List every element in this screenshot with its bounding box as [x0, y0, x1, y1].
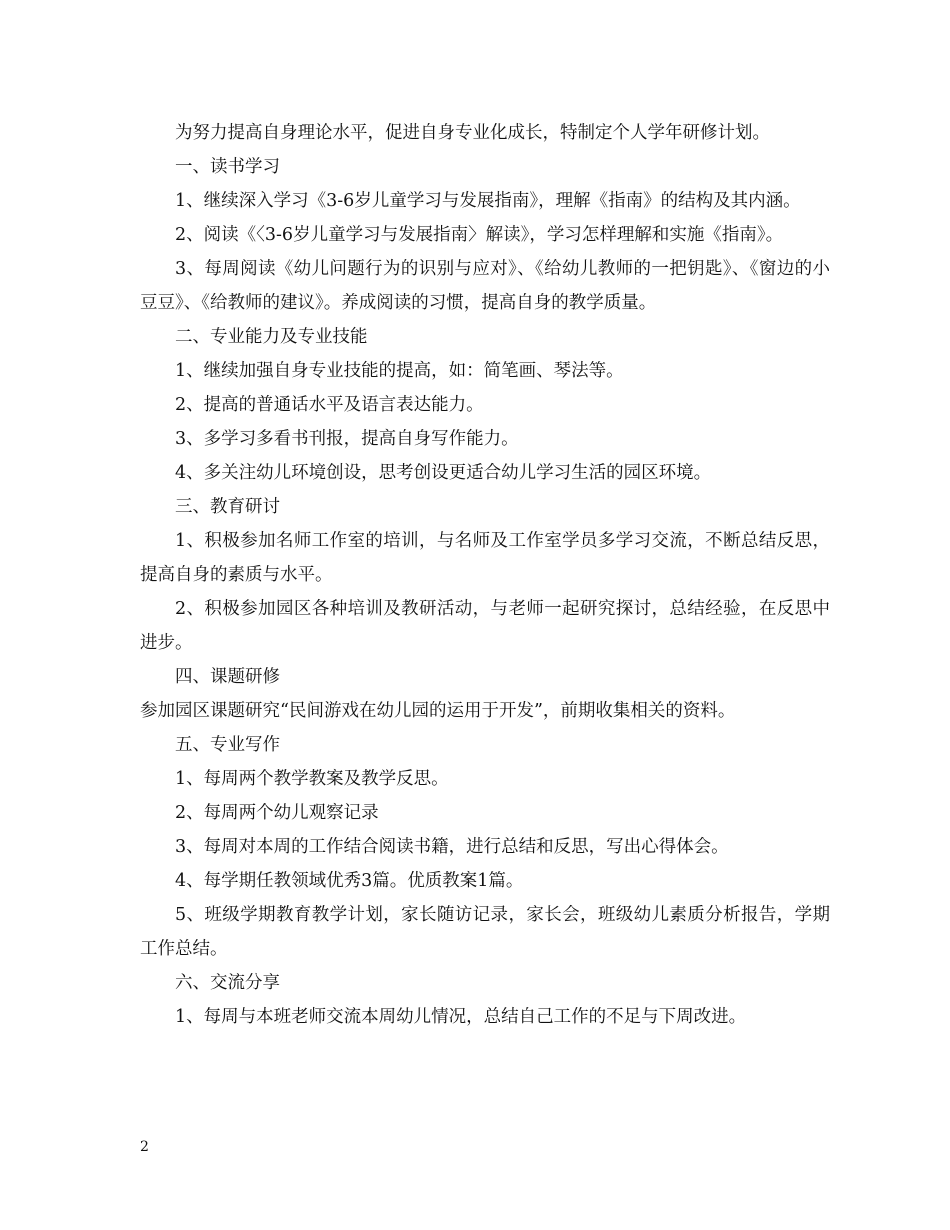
intro-paragraph: 为努力提高自身理论水平，促进自身专业化成长，特制定个人学年研修计划。: [175, 123, 770, 143]
section-heading-research: 四、课题研修: [175, 667, 280, 687]
writing-item-5: 5、班级学期教育教学计划，家长随访记录，家长会，班级幼儿素质分析报告，学期工作总结。: [140, 905, 830, 959]
page-number: 2: [140, 1139, 149, 1155]
section-heading-professional-skills: 二、专业能力及专业技能: [175, 327, 368, 347]
section-heading-reading: 一、读书学习: [175, 157, 280, 177]
research-item: 参加园区课题研究“民间游戏在幼儿园的运用于开发”，前期收集相关的资料。: [140, 701, 736, 721]
writing-item-2: 2、每周两个幼儿观察记录: [175, 803, 379, 823]
writing-item-3: 3、每周对本周的工作结合阅读书籍，进行总结和反思，写出心得体会。: [175, 837, 729, 857]
section-heading-education-seminar: 三、教育研讨: [175, 497, 280, 517]
writing-item-1: 1、每周两个教学教案及教学反思。: [175, 769, 449, 789]
section-heading-writing: 五、专业写作: [175, 735, 280, 755]
reading-item-2: 2、阅读《〈3-6岁儿童学习与发展指南〉解读》，学习怎样理解和实施《指南》。: [175, 225, 784, 245]
skills-item-3: 3、多学习多看书刊报，提高自身写作能力。: [175, 429, 519, 449]
reading-item-1: 1、继续深入学习《3-6岁儿童学习与发展指南》，理解《指南》的结构及其内涵。: [175, 191, 801, 211]
writing-item-4: 4、每学期任教领域优秀3篇。优质教案1篇。: [175, 871, 524, 891]
section-heading-exchange: 六、交流分享: [175, 973, 280, 993]
seminar-item-2: 2、积极参加园区各种培训及教研活动，与老师一起研究探讨，总结经验，在反思中进步。: [140, 599, 830, 653]
skills-item-2: 2、提高的普通话水平及语言表达能力。: [175, 395, 484, 415]
skills-item-4: 4、多关注幼儿环境创设，思考创设更适合幼儿学习生活的园区环境。: [175, 463, 712, 483]
reading-item-3: 3、每周阅读《幼儿问题行为的识别与应对》、《给幼儿教师的一把钥匙》、《窗边的小豆豆》、《给教师的建议》。养成阅读的习惯，提高自身的教学质量。: [140, 259, 830, 313]
seminar-item-1: 1、积极参加名师工作室的培训，与名师及工作室学员多学习交流，不断总结反思，提高自身的素质与水平。: [140, 531, 830, 585]
document-body: [140, 116, 830, 1034]
skills-item-1: 1、继续加强自身专业技能的提高，如：简笔画、琴法等。: [175, 361, 624, 381]
exchange-item-1: 1、每周与本班老师交流本周幼儿情况，总结自己工作的不足与下周改进。: [175, 1007, 747, 1027]
